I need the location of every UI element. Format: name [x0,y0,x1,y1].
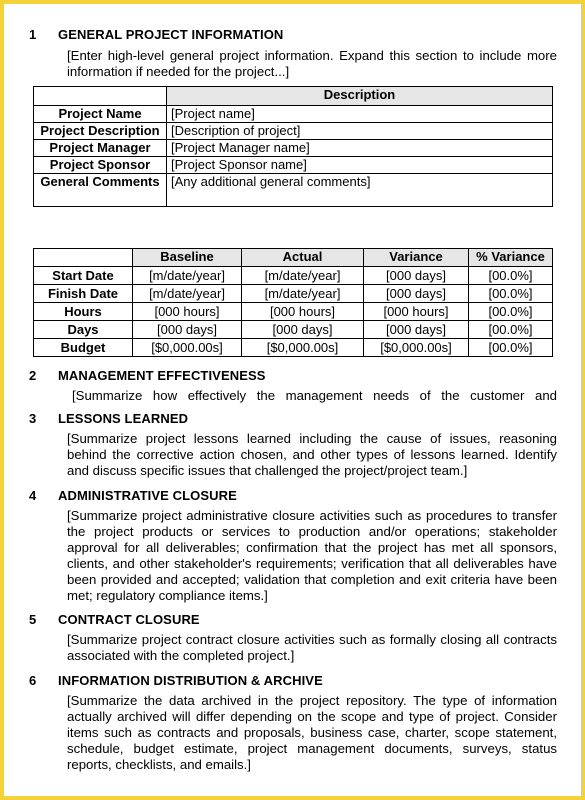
section-heading [4,26,581,44]
variance-cell: [000 days] [364,321,469,339]
row-value: [Project name] [167,106,553,123]
baseline-header: Baseline [133,249,242,267]
table-row [34,285,553,303]
actual-header: Actual [242,249,364,267]
section-heading [4,672,581,690]
section-body: [Summarize project lessons learned including the cause of issues, reasoning behind the corrective action chosen, and other types of lessons learned. Identify and discuss specific issues that challenged the project/project team.] [67,431,557,478]
table-row [34,157,553,174]
row-label: Days [34,321,133,339]
pct-variance-cell: [00.0%] [469,303,553,321]
section-title: MANAGEMENT EFFECTIVENESS [58,368,266,383]
section-body: [Summarize the data archived in the project repository. The type of information actually archived will differ depending on the scope and type of project. Consider items such as contracts and proposals, business case, charter, scope statement, schedule, budget estimate, project management documents, surveys, status reports, checklists, and emails.] [67,693,557,772]
table-header-row [34,249,553,267]
baseline-cell: [000 hours] [133,303,242,321]
variance-cell: [000 days] [364,267,469,285]
section-body: [Summarize project contract closure activities such as formally closing all contracts associated with the completed project.] [67,632,557,663]
section-number: 5 [29,612,37,627]
table-row [34,174,553,207]
section-number: 3 [29,411,37,426]
pct-variance-cell: [00.0%] [469,267,553,285]
empty-header-cell [34,249,133,267]
row-value: [Description of project] [167,123,553,140]
project-info-table [33,86,553,207]
pct-variance-cell: [00.0%] [469,339,553,357]
table-row [34,339,553,357]
section-heading [4,410,581,428]
row-value: [Any additional general comments] [167,174,553,207]
section-title: GENERAL PROJECT INFORMATION [58,27,284,42]
row-value: [Project Manager name] [167,140,553,157]
section-title: ADMINISTRATIVE CLOSURE [58,488,237,503]
row-value: [Project Sponsor name] [167,157,553,174]
actual-cell: [m/date/year] [242,267,364,285]
variance-table [33,248,553,357]
section-title: INFORMATION DISTRIBUTION & ARCHIVE [58,673,323,688]
table-row [34,267,553,285]
section-number: 6 [29,673,37,688]
row-label: Finish Date [34,285,133,303]
actual-cell: [$0,000.00s] [242,339,364,357]
pct-variance-cell: [00.0%] [469,285,553,303]
variance-cell: [000 days] [364,285,469,303]
variance-cell: [$0,000.00s] [364,339,469,357]
section-number: 4 [29,488,37,503]
row-label: Project Sponsor [34,157,167,174]
table-header-row [34,87,553,106]
section-body: [Enter high-level general project information. Expand this section to include more information if needed for the project...] [67,48,557,79]
row-label: General Comments [34,174,167,207]
row-label: Hours [34,303,133,321]
row-label: Budget [34,339,133,357]
actual-cell: [m/date/year] [242,285,364,303]
baseline-cell: [$0,000.00s] [133,339,242,357]
pct-variance-header: % Variance [469,249,553,267]
section-heading [4,487,581,505]
pct-variance-cell: [00.0%] [469,321,553,339]
row-label: Project Manager [34,140,167,157]
baseline-cell: [m/date/year] [133,285,242,303]
actual-cell: [000 days] [242,321,364,339]
row-label: Project Name [34,106,167,123]
description-header: Description [167,87,553,106]
section-number: 2 [29,368,37,383]
row-label: Project Description [34,123,167,140]
baseline-cell: [000 days] [133,321,242,339]
table-row [34,106,553,123]
baseline-cell: [m/date/year] [133,267,242,285]
table-row [34,321,553,339]
section-body: [Summarize how effectively the management needs of the customer and [72,388,557,403]
section-heading [4,367,581,385]
variance-cell: [000 hours] [364,303,469,321]
table-row [34,123,553,140]
actual-cell: [000 hours] [242,303,364,321]
section-number: 1 [29,27,37,42]
table-row [34,303,553,321]
section-heading [4,611,581,629]
table-row [34,140,553,157]
section-body: [Summarize project administrative closure activities such as procedures to transfer the project products or services to production and/or operations; stakeholder approval for all deliverables; confirmation that the project has met all sponsors, clients, and other stakeholder's requirements; verification that all deliverables have been provided and accepted; validation that completion and exit criteria have been met; regulatory compliance items.] [67,508,557,603]
empty-header-cell [34,87,167,106]
section-title: LESSONS LEARNED [58,411,189,426]
document-page [4,4,581,796]
row-label: Start Date [34,267,133,285]
section-title: CONTRACT CLOSURE [58,612,200,627]
variance-header: Variance [364,249,469,267]
